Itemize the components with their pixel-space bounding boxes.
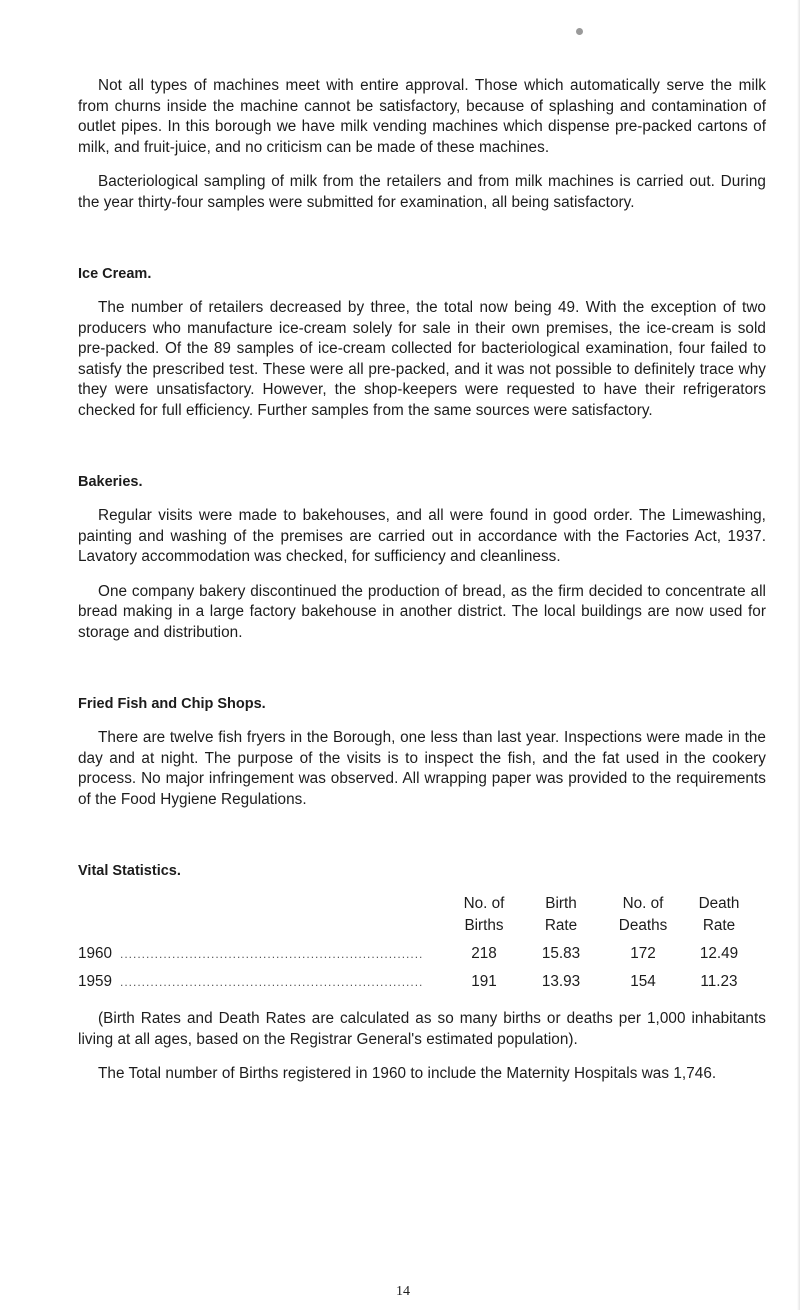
milk-sampling-paragraph: Bacteriological sampling of milk from the retailers and from milk machines is carried out. During the year thirty-four samples were submitted for examination, all being satisfactory. bbox=[78, 173, 766, 211]
row-birth-rate: 15.83 bbox=[541, 945, 581, 962]
bakeries-heading: Bakeries. bbox=[78, 474, 143, 490]
death-rate-header-line2: Rate bbox=[702, 917, 736, 934]
fish-chip-paragraph: There are twelve fish fryers in the Borough, one less than last year. Inspections were made in the day and at night. The purpose of the visits is to inspect the fish, and the fat used in the cookery process. No major infringement was observed. All wrapping paper was provided to the requirements of the Food Hygiene Regulations. bbox=[78, 729, 766, 808]
row-deaths: 172 bbox=[630, 945, 656, 962]
milk-machines-paragraph: Not all types of machines meet with entire approval. Those which automatically serve the milk from churns inside the machine cannot be satisfactory, because of splashing and contamination of outlet pipes. In this borough we have milk vending machines which dispense pre-packed cartons of milk, and fruit-juice, and no criticism can be made of these machines. bbox=[78, 77, 766, 156]
table-header-row-1 bbox=[78, 895, 754, 917]
row-year: 1959 bbox=[78, 973, 113, 990]
deaths-header: No. of bbox=[622, 895, 664, 912]
vital-statistics-table bbox=[78, 895, 754, 1001]
deaths-header-line2: Deaths bbox=[618, 917, 668, 934]
ice-cream-paragraph: The number of retailers decreased by three, the total now being 49. With the exception of two producers who manufacture ice-cream solely for sale in their own premises, the ice-cream is sold pre-packed. Of the 89 samples of ice-cream collected for bacteriological examination, four failed to satisfy the prescribed test. These were all pre-packed, and it was not possible to definitely trace why they were unsatisfactory. However, the shop-keepers were requested to have their refrigerators checked for full efficiency. Further samples from the same sources were satisfactory. bbox=[78, 299, 766, 419]
birth-rate-header-line2: Rate bbox=[544, 917, 578, 934]
birth-rate-header: Birth bbox=[545, 895, 577, 912]
table-row bbox=[78, 973, 754, 1001]
rates-note-paragraph: (Birth Rates and Death Rates are calculated as so many births or deaths per 1,000 inhabitants living at all ages, based on the Registrar General's estimated population). bbox=[78, 1010, 766, 1048]
vital-statistics-heading: Vital Statistics. bbox=[78, 863, 181, 879]
row-deaths: 154 bbox=[630, 973, 656, 990]
leader-dots: ...................................................................... bbox=[120, 947, 424, 961]
leader-dots: ...................................................................... bbox=[120, 975, 424, 989]
print-speck bbox=[576, 28, 583, 35]
row-births: 218 bbox=[471, 945, 497, 962]
row-death-rate: 11.23 bbox=[700, 973, 738, 990]
row-year: 1960 bbox=[78, 945, 113, 962]
bakeries-visits-paragraph: Regular visits were made to bakehouses, and all were found in good order. The Limewashing, painting and washing of the premises are carried out in accordance with the Factories Act, 1937. Lavatory accommodation was checked, for sufficiency and cleanliness. bbox=[78, 507, 766, 565]
fish-chip-heading: Fried Fish and Chip Shops. bbox=[78, 696, 266, 712]
row-death-rate: 12.49 bbox=[699, 945, 739, 962]
row-birth-rate: 13.93 bbox=[541, 973, 581, 990]
births-header-line2: Births bbox=[464, 917, 504, 934]
table-header-row-2 bbox=[78, 917, 754, 939]
page-content bbox=[78, 76, 766, 1085]
death-rate-header: Death bbox=[698, 895, 740, 912]
table-row bbox=[78, 945, 754, 973]
bakeries-company-paragraph: One company bakery discontinued the production of bread, as the firm decided to concentrate all bread making in a large factory bakehouse in another district. The local buildings are now used for storage and distribution. bbox=[78, 582, 766, 641]
page-number: 14 bbox=[396, 1284, 410, 1299]
row-births: 191 bbox=[471, 973, 497, 990]
total-births-paragraph: The Total number of Births registered in 1960 to include the Maternity Hospitals was 1,746. bbox=[98, 1065, 717, 1082]
births-header: No. of bbox=[463, 895, 505, 912]
ice-cream-heading: Ice Cream. bbox=[78, 266, 152, 282]
